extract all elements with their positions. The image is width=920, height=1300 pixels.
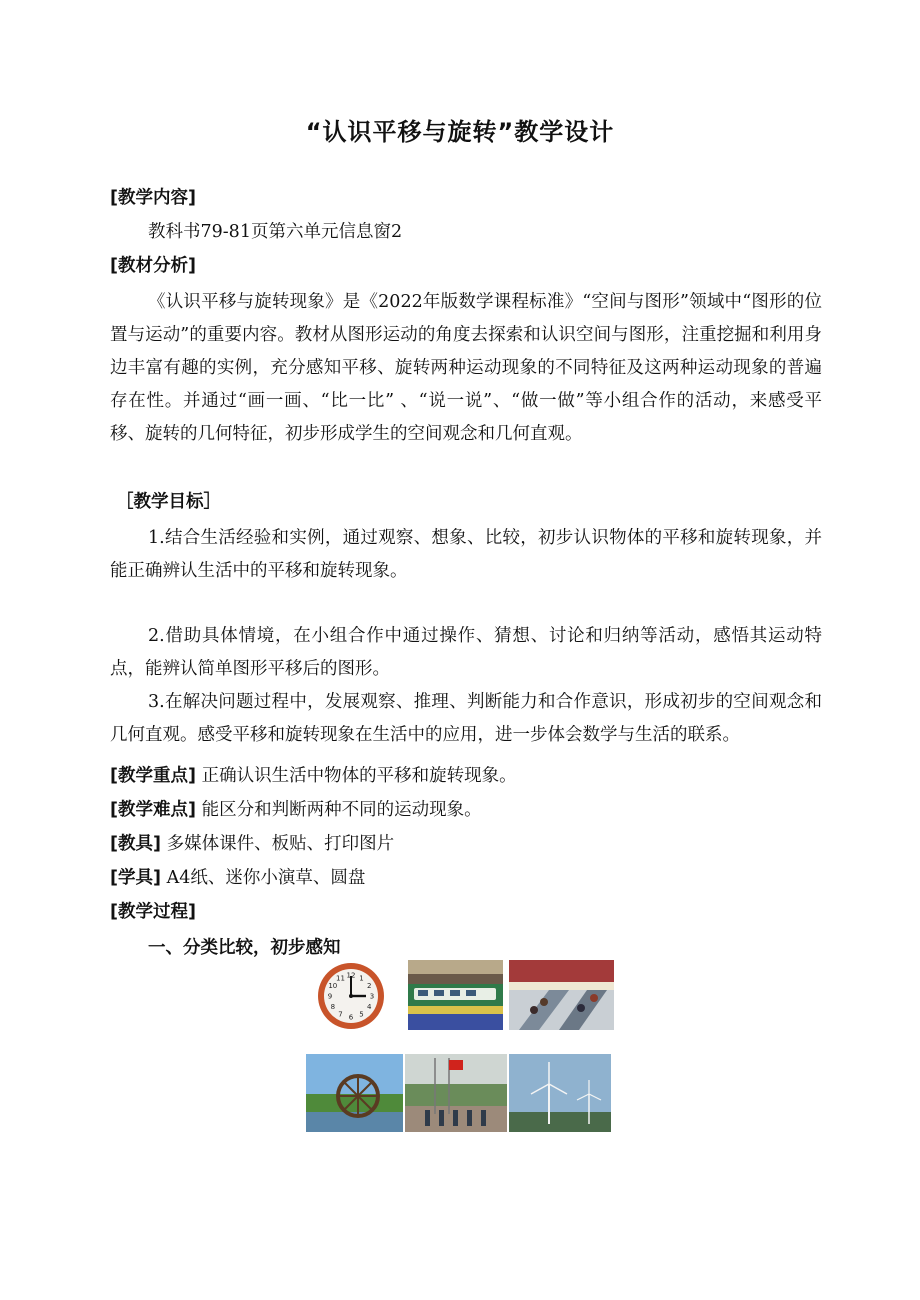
- tools-heading: [教具]: [110, 834, 161, 854]
- analysis-heading: [教材分析]: [110, 256, 196, 276]
- clock-numeral: 12: [346, 971, 356, 980]
- clock-numeral: 11: [336, 974, 345, 983]
- tools-line: [110, 832, 394, 856]
- goal-item-3: 3.在解决问题过程中，发展观察、推理、判断能力和合作意识，形成初步的空间观念和几何直观。感受平移和旋转现象在生活中的应用，进一步体会数学与生活的联系。: [110, 692, 822, 745]
- waterwheel-photo: [306, 1054, 403, 1132]
- student-tools-heading: [学具]: [110, 868, 161, 888]
- student-tools-line: [110, 866, 365, 890]
- difficulty-heading: [教学难点]: [110, 800, 196, 820]
- goal-item-1: 1.结合生活经验和实例，通过观察、想象、比较，初步认识物体的平移和旋转现象，并能正确辨认生活中的平移和旋转现象。: [110, 528, 822, 581]
- key-text: 正确认识生活中物体的平移和旋转现象。: [201, 766, 517, 786]
- key-heading: [教学重点]: [110, 766, 196, 786]
- page-title: “认识平移与旋转”教学设计: [305, 118, 615, 146]
- clock-numeral: 6: [348, 1013, 354, 1022]
- escalator-photo: [509, 960, 614, 1030]
- wind-turbine-photo: [509, 1054, 611, 1132]
- content-text: 教科书79-81页第六单元信息窗2: [148, 222, 403, 242]
- clock-numeral: 7: [338, 1010, 343, 1019]
- flag-raising-photo: [405, 1054, 507, 1132]
- clock-numeral: 1: [359, 974, 364, 983]
- tools-text: 多媒体课件、板贴、打印图片: [166, 834, 395, 854]
- clock-numeral: 8: [330, 1003, 336, 1011]
- clock-numeral: 2: [366, 982, 372, 990]
- analysis-paragraph: 《认识平移与旋转现象》是《2022年版数学课程标准》“空间与图形”领域中“图形的位置与运动”的重要内容。教材从图形运动的角度去探索和认识空间与图形，注重挖掘和利用身边丰富有趣的实例，充分感知平移、旋转两种运动现象的不同特征及这两种运动现象的普遍存在性。并通过“画一画、“比一比” 、“说一说”、“做一做”等小组合作的活动，来感受平移、旋转的几何特征，初步形成学生的空间观念和几何直观。: [110, 292, 822, 444]
- goals-heading: ［教学目标］: [116, 492, 221, 512]
- key-point-line: [110, 764, 517, 788]
- train-photo: [408, 960, 503, 1030]
- clock-numeral: 5: [359, 1010, 364, 1019]
- clock-icon: [312, 960, 390, 1032]
- process-heading: [教学过程]: [110, 902, 196, 922]
- clock-numeral: 4: [366, 1003, 372, 1011]
- goal-item-2: 2.借助具体情境，在小组合作中通过操作、猜想、讨论和归纳等活动，感悟其运动特点，能辨认简单图形平移后的图形。: [110, 626, 822, 679]
- student-tools-text: A4纸、迷你小演草、圆盘: [166, 868, 366, 888]
- clock-photo: [312, 960, 390, 1032]
- clock-numeral: 3: [369, 992, 375, 1001]
- difficulty-line: [110, 798, 482, 822]
- step1-title: 一、分类比较，初步感知: [148, 938, 341, 958]
- difficulty-text: 能区分和判断两种不同的运动现象。: [201, 800, 482, 820]
- clock-numeral: 10: [328, 982, 338, 990]
- clock-numeral: 9: [327, 992, 333, 1001]
- content-heading: [教学内容]: [110, 188, 196, 208]
